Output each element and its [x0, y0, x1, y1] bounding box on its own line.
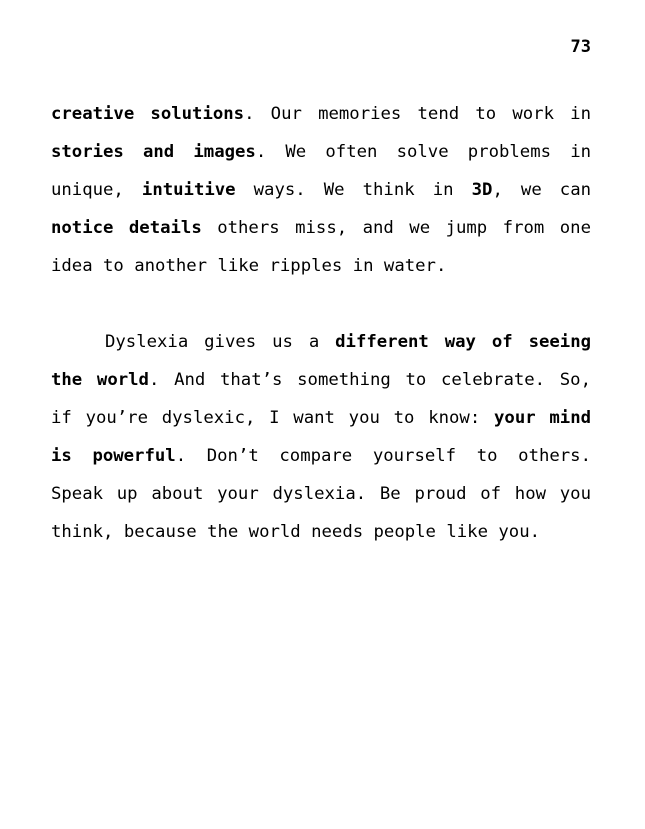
- bold-phrase: 3D: [471, 180, 493, 200]
- text-segment: if you’re dyslexic, I want you to know:: [51, 408, 495, 428]
- bold-phrase: the world: [51, 370, 149, 390]
- text-segment: Dyslexia gives us a: [105, 332, 336, 352]
- bold-phrase: your mind: [494, 408, 591, 428]
- text-line: [51, 437, 591, 475]
- body-text: [51, 95, 591, 551]
- text-segment: . And that’s something to celebrate. So,: [148, 370, 591, 390]
- text-segment: . Don’t compare yourself to others.: [175, 446, 591, 466]
- text-line: [51, 513, 591, 551]
- text-line: [51, 171, 591, 209]
- text-line: [51, 361, 591, 399]
- text-line: [51, 133, 591, 171]
- text-line: [51, 247, 591, 285]
- text-line: [51, 399, 591, 437]
- text-segment: . We often solve problems in: [255, 142, 591, 162]
- text-line: [51, 209, 591, 247]
- text-segment: . Our memories tend to work in: [244, 104, 591, 124]
- text-segment: idea to another like ripples in water.: [51, 256, 447, 276]
- text-line: [51, 95, 591, 133]
- paragraph-2: [51, 323, 591, 551]
- text-line: [51, 475, 591, 513]
- bold-phrase: is powerful: [51, 446, 176, 466]
- text-segment: think, because the world needs people like you.: [51, 522, 540, 542]
- text-segment: , we can: [492, 180, 591, 200]
- bold-phrase: notice details: [51, 218, 202, 238]
- bold-phrase: intuitive: [141, 180, 236, 200]
- text-segment: others miss, and we jump from one: [201, 218, 591, 238]
- text-line: [51, 323, 591, 361]
- paragraph-1: [51, 95, 591, 285]
- bold-phrase: creative solutions: [51, 104, 245, 124]
- text-segment: unique,: [51, 180, 142, 200]
- page-number: 73: [570, 37, 591, 57]
- text-segment: Speak up about your dyslexia. Be proud of how you: [51, 484, 591, 504]
- bold-phrase: different way of seeing: [335, 332, 591, 352]
- text-segment: ways. We think in: [235, 180, 472, 200]
- bold-phrase: stories and images: [51, 142, 256, 162]
